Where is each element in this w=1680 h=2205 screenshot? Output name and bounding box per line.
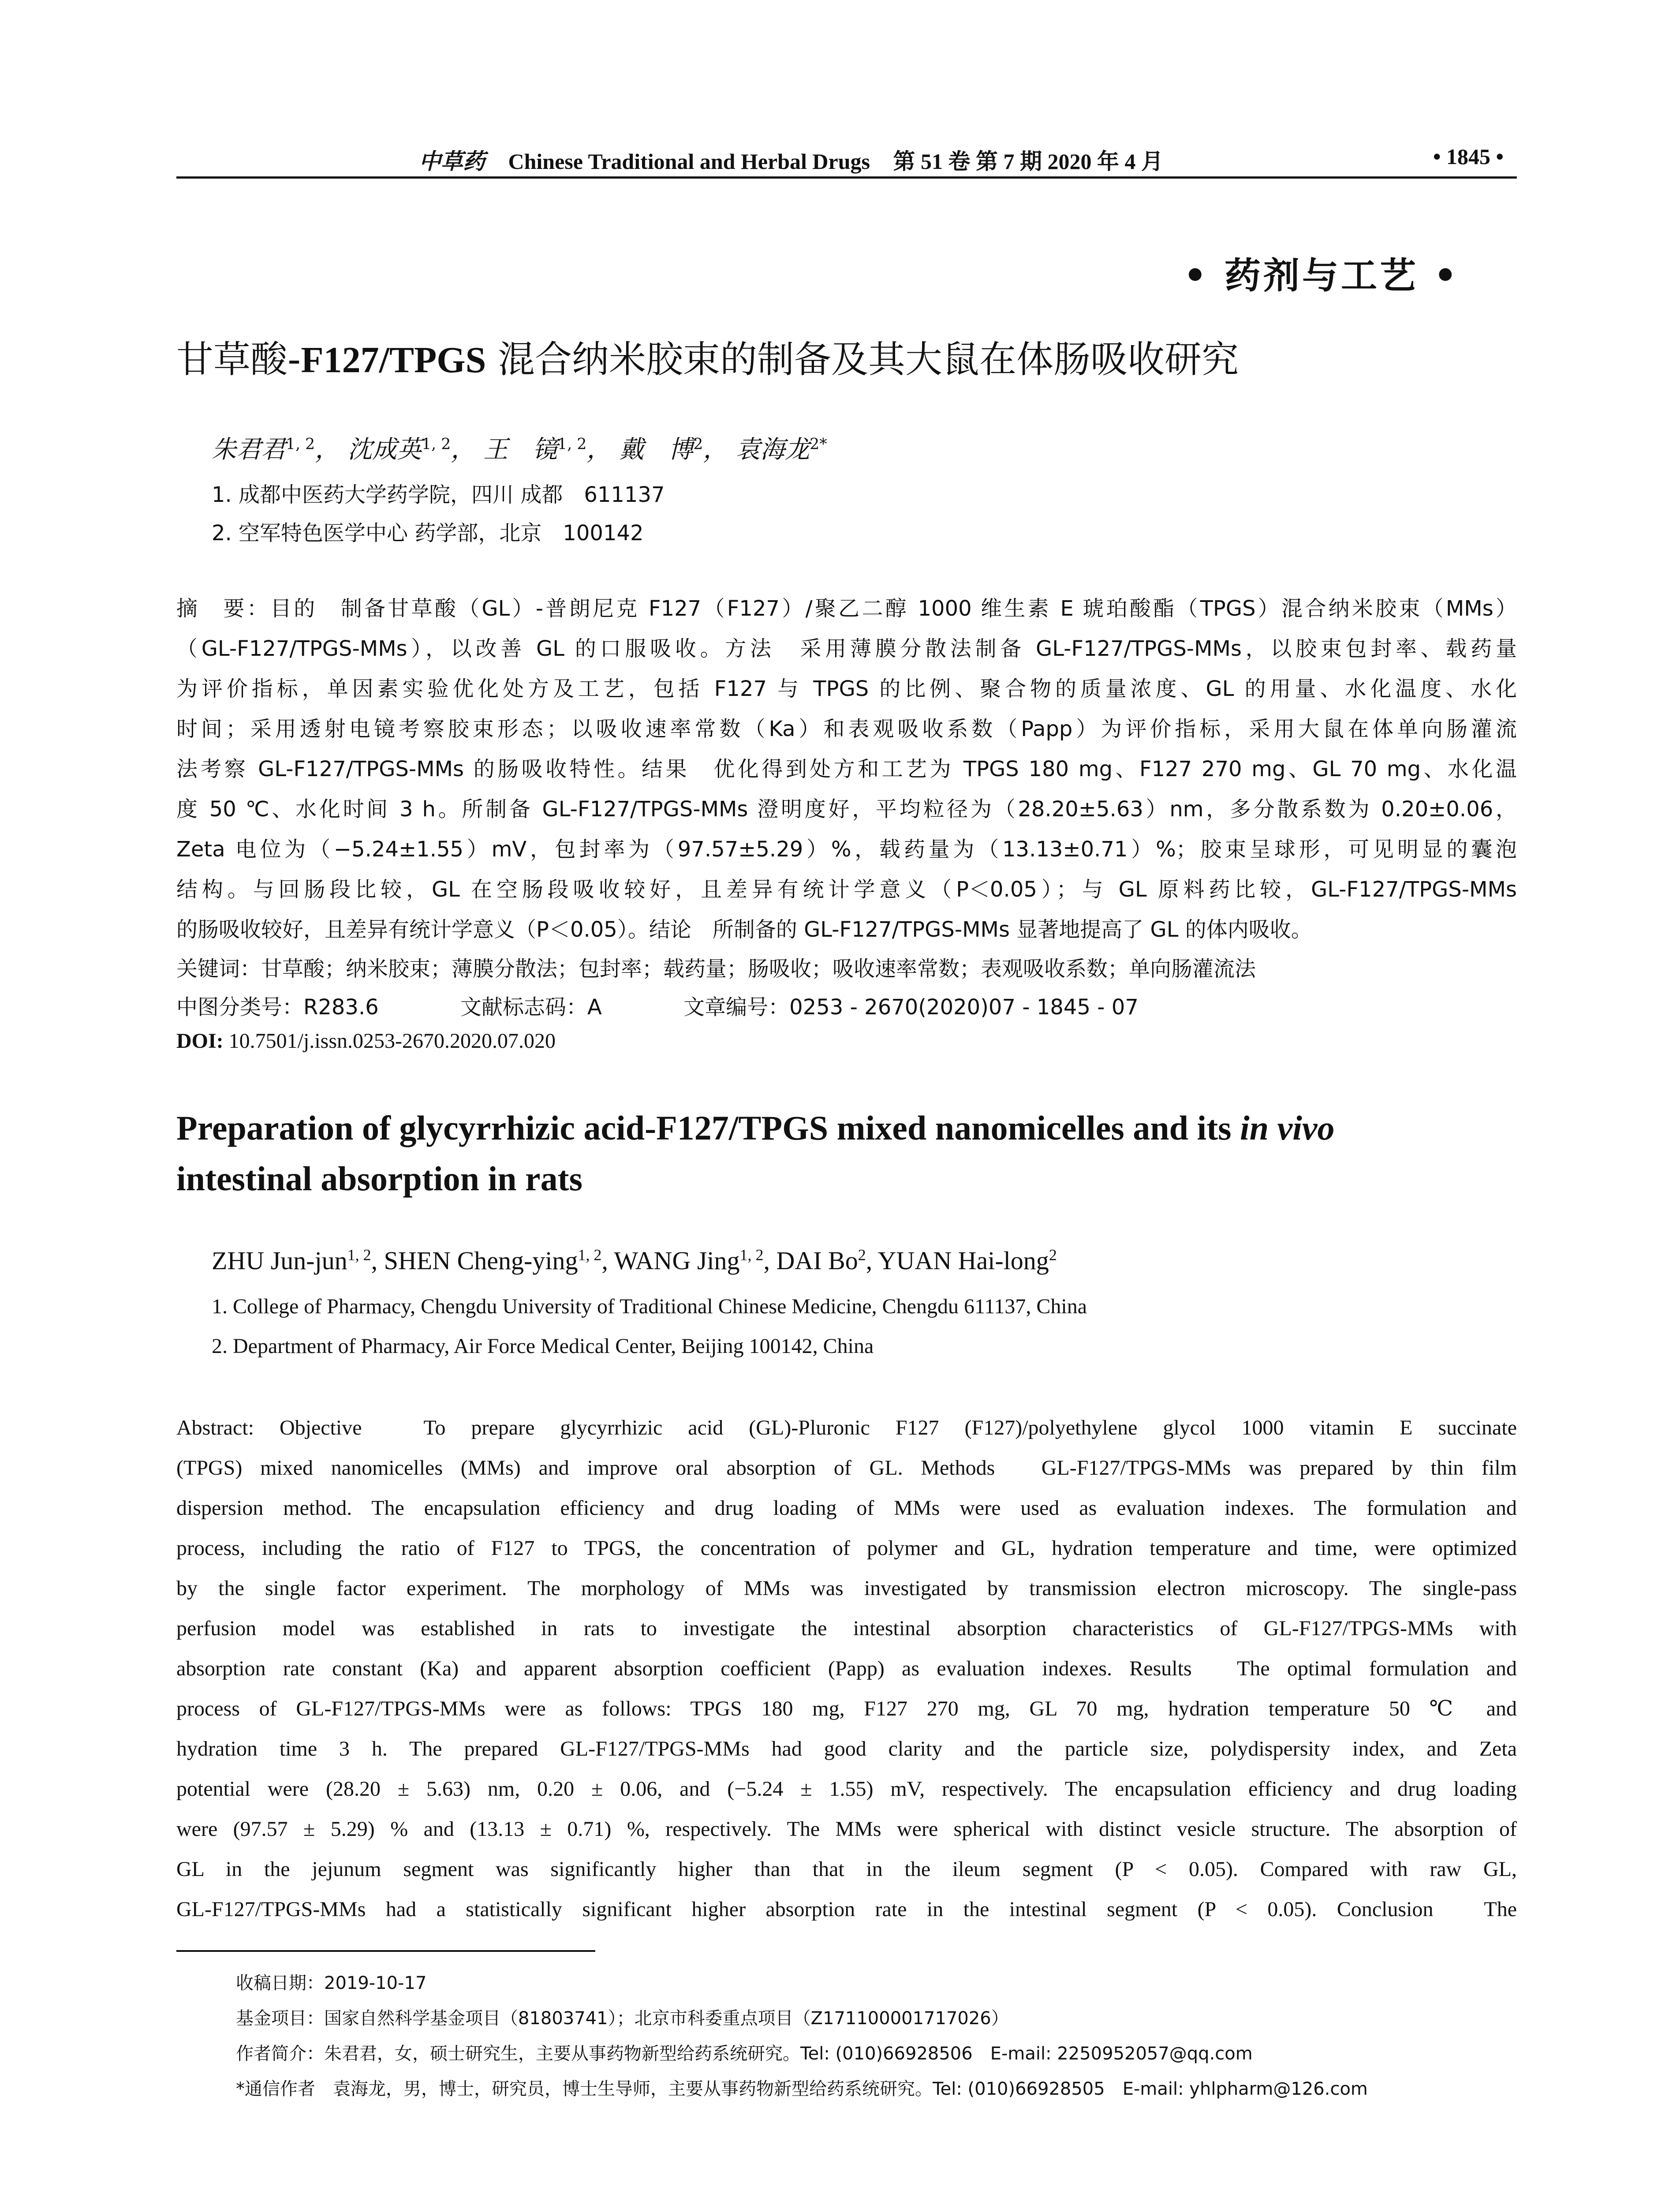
author-en-sup: 1, 2 xyxy=(578,1246,602,1264)
title-cn-suffix: 混合纳米胶束的制备及其大鼠在体肠吸收研究 xyxy=(486,338,1239,381)
affiliation-cn-2: 2. 空军特色医学中心 药学部，北京 100142 xyxy=(212,521,644,546)
abstract-en-line: process of GL-F127/TPGS-MMs were as follows: TPGS 180 mg, F127 270 mg, GL 70 mg, hydration temperature 50 ℃ and xyxy=(176,1697,1517,1720)
journal-issue: 第 51 卷 第 7 期 2020 年 4 月 xyxy=(893,149,1163,174)
title-en-line1: Preparation of glycyrrhizic acid-F127/TPGS mixed nanomicelles and its xyxy=(176,1109,1240,1147)
author-cn: 王 镜 xyxy=(483,435,558,464)
footnote-funding: 基金项目：国家自然科学基金项目（81803741）；北京市科委重点项目（Z171100001717026） xyxy=(236,2008,1009,2029)
author-cn-sup: 1, 2 xyxy=(286,435,315,453)
title-en-italic: in vivo xyxy=(1240,1109,1335,1147)
doi-label: DOI: xyxy=(176,1029,224,1053)
abstract-cn-line: 度 50 ℃、水化时间 3 h。所制备 GL-F127/TPGS-MMs 澄明度好，平均粒径为（28.20±5.63）nm，多分散系数为 0.20±0.06， xyxy=(176,797,1517,822)
footnote-rule xyxy=(176,1950,595,1952)
authors-en: ZHU Jun-jun$^{1, 2}$, SHEN Cheng-ying$^{1, 2}$, WANG Jing$^{1, 2}$, DAI Bo$^2$, YUAN Hai-long$^2$ xyxy=(212,1246,1057,1275)
title-en-line2: intestinal absorption in rats xyxy=(176,1159,582,1198)
abstract-en-line: absorption rate constant (Ka) and apparent absorption coefficient (Papp) as evaluation indexes. Results The optimal formulation and xyxy=(176,1657,1517,1680)
author-cn: 戴 博 xyxy=(619,435,694,464)
section-tag: • 药剂与工艺 • xyxy=(1183,255,1460,297)
affiliation-en-1: 1. College of Pharmacy, Chengdu University of Traditional Chinese Medicine, Chengdu 611137, China xyxy=(212,1295,1087,1318)
abstract-en-line: were (97.57 ± 5.29) % and (13.13 ± 0.71) %, respectively. The MMs were spherical with distinct vesicle structure. The absorption of xyxy=(176,1817,1517,1841)
abstract-cn-line: 的肠吸收较好，且差异有统计学意义（P＜0.05）。结论 所制备的 GL-F127/TPGS-MMs 显著地提高了 GL 的体内吸收。 xyxy=(176,917,1312,942)
author-cn: 朱君君 xyxy=(212,435,286,464)
author-en: YUAN Hai-long xyxy=(877,1246,1049,1275)
doc-code: 文献标志码：A xyxy=(460,995,602,1020)
author-cn-sup: 2 xyxy=(693,435,703,453)
author-en: DAI Bo xyxy=(776,1246,858,1275)
abstract-cn-line: Zeta 电位为（−5.24±1.55）mV，包封率为（97.57±5.29）%，载药量为（13.13±0.71）%；胶束呈球形，可见明显的囊泡 xyxy=(176,837,1517,862)
authors-cn: 朱君君$^{1, 2}$， 沈成英$^{1, 2}$， 王 镜$^{1, 2}$， 戴 博$^2$， 袁海龙$^{2*}$ xyxy=(212,435,827,464)
author-cn-sup: 1, 2 xyxy=(557,435,587,453)
abstract-en-line: dispersion method. The encapsulation efficiency and drug loading of MMs were used as evaluation indexes. The formulation and xyxy=(176,1496,1517,1520)
author-cn: 沈成英 xyxy=(347,435,422,464)
abstract-en-line: process, including the ratio of F127 to TPGS, the concentration of polymer and GL, hydration temperature and time, were optimized xyxy=(176,1536,1517,1560)
author-cn-sup: 1, 2 xyxy=(422,435,451,453)
footnote-received: 收稿日期：2019-10-17 xyxy=(236,1973,427,1993)
author-en: WANG Jing xyxy=(614,1246,740,1275)
title-cn xyxy=(176,335,1521,385)
abstract-cn-line: 结构。与回肠段比较，GL 在空肠段吸收较好，且差异有统计学意义（P＜0.05）；与 GL 原料药比较，GL-F127/TPGS-MMs xyxy=(176,877,1517,902)
abstract-en-line: hydration time 3 h. The prepared GL-F127/TPGS-MMs had good clarity and the particle size, polydispersity index, and Zeta xyxy=(176,1737,1517,1760)
footnote-author-bio: 作者简介：朱君君，女，硕士研究生，主要从事药物新型给药系统研究。Tel: (010)66928506 E-mail: 2250952057@qq.com xyxy=(236,2044,1253,2064)
title-cn-prefix: 甘草酸- xyxy=(176,338,301,381)
author-en-sup: 1, 2 xyxy=(739,1246,764,1264)
footnote-corresponding: *通信作者 袁海龙，男，博士，研究员，博士生导师，主要从事药物新型给药系统研究。Tel: (010)66928505 E-mail: yhlpharm@126.com xyxy=(236,2079,1368,2099)
author-cn-sup: 2* xyxy=(810,435,827,453)
author-en: ZHU Jun-jun xyxy=(212,1246,347,1275)
abstract-cn xyxy=(176,589,1517,950)
doi-value: 10.7501/j.issn.0253-2670.2020.07.020 xyxy=(228,1029,556,1053)
abstract-en-line: GL-F127/TPGS-MMs had a statistically significant higher absorption rate in the intestinal segment (P < 0.05). Conclusion The xyxy=(176,1898,1517,1921)
journal-name: Chinese Traditional and Herbal Drugs xyxy=(508,149,870,174)
journal-logo: 中草药 xyxy=(419,149,485,174)
page-number: • 1845 • xyxy=(1433,144,1504,169)
author-cn: 袁海龙 xyxy=(735,435,810,464)
abstract-en-line: by the single factor experiment. The morphology of MMs was investigated by transmission electron microscopy. The single-pass xyxy=(176,1577,1517,1600)
abstract-en-line: (TPGS) mixed nanomicelles (MMs) and improve oral absorption of GL. Methods GL-F127/TPGS-MMs was prepared by thin film xyxy=(176,1456,1517,1480)
abstract-en-line: potential were (28.20 ± 5.63) nm, 0.20 ± 0.06, and (−5.24 ± 1.55) mV, respectively. The encapsulation efficiency and drug loading xyxy=(176,1777,1517,1801)
affiliation-en-2: 2. Department of Pharmacy, Air Force Medical Center, Beijing 100142, China xyxy=(212,1334,874,1358)
affiliation-cn-1: 1. 成都中医药大学药学院，四川 成都 611137 xyxy=(212,482,665,507)
article-number: 文章编号：0253 - 2670(2020)07 - 1845 - 07 xyxy=(683,995,1139,1020)
abstract-en-line: GL in the jejunum segment was significantly higher than that in the ileum segment (P < 0.05). Compared with raw GL, xyxy=(176,1857,1517,1881)
running-header xyxy=(176,139,1517,175)
author-en-sup: 2 xyxy=(858,1246,866,1264)
abstract-cn-line: 摘 要：目的 制备甘草酸（GL）-普朗尼克 F127（F127）/聚乙二醇 1000 维生素 E 琥珀酸酯（TPGS）混合纳米胶束（MMs） xyxy=(176,596,1517,621)
author-en: SHEN Cheng-ying xyxy=(384,1246,578,1275)
abstract-cn-line: （GL-F127/TPGS-MMs），以改善 GL 的口服吸收。方法 采用薄膜分散法制备 GL-F127/TPGS-MMs，以胶束包封率、载药量 xyxy=(176,636,1517,661)
classification-line xyxy=(176,990,1139,1020)
abstract-en-line: perfusion model was established in rats to investigate the intestinal absorption characteristics of GL-F127/TPGS-MMs with xyxy=(176,1617,1517,1640)
abstract-cn-line: 法考察 GL-F127/TPGS-MMs 的肠吸收特性。结果 优化得到处方和工艺为 TPGS 180 mg、F127 270 mg、GL 70 mg、水化温 xyxy=(176,757,1517,781)
author-en-sup: 2 xyxy=(1049,1246,1057,1264)
abstract-cn-line: 时间；采用透射电镜考察胶束形态；以吸收速率常数（Ka）和表观吸收系数（Papp）为评价指标，采用大鼠在体单向肠灌流 xyxy=(176,717,1517,741)
clc-number: 中图分类号：R283.6 xyxy=(176,995,379,1020)
doi-line xyxy=(176,1029,556,1053)
title-en xyxy=(176,1102,1521,1204)
abstract-en-line: Abstract: Objective To prepare glycyrrhizic acid (GL)-Pluronic F127 (F127)/polyethylene glycol 1000 vitamin E succinate xyxy=(176,1416,1517,1439)
title-cn-mid: F127/TPGS xyxy=(301,340,486,381)
keywords-cn: 关键词：甘草酸；纳米胶束；薄膜分散法；包封率；载药量；肠吸收；吸收速率常数；表观吸收系数；单向肠灌流法 xyxy=(176,957,1256,981)
header-rule xyxy=(176,176,1517,179)
abstract-en xyxy=(176,1408,1517,1929)
journal-info xyxy=(419,144,1163,176)
author-en-sup: 1, 2 xyxy=(347,1246,371,1264)
abstract-cn-line: 为评价指标，单因素实验优化处方及工艺，包括 F127 与 TPGS 的比例、聚合物的质量浓度、GL 的用量、水化温度、水化 xyxy=(176,676,1517,701)
